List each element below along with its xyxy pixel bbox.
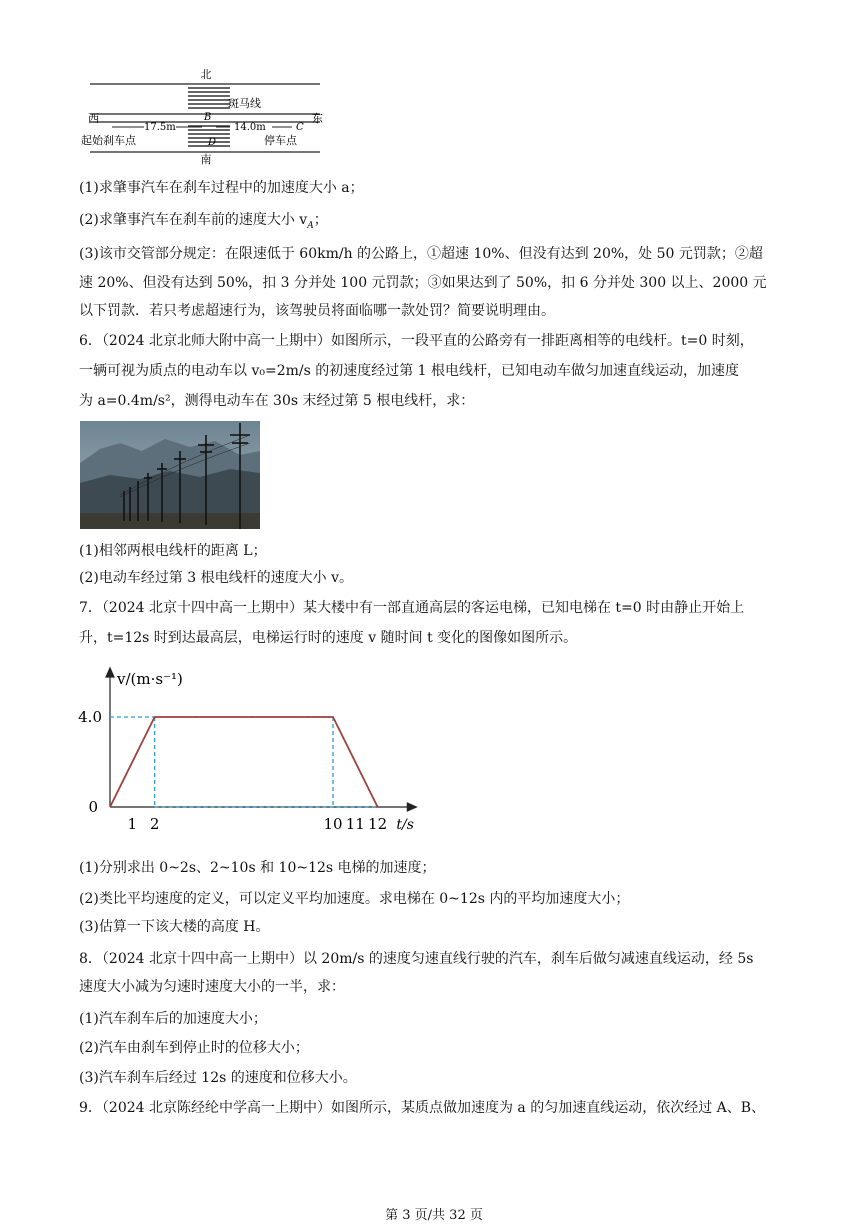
q8-stem-line1: 8．（2024 北京十四中高一上期中）以 20m/s 的速度匀速直线行驶的汽车，刹车后做匀减速直线运动，经 5s: [79, 951, 754, 967]
q6-part1: (1)相邻两根电线杆的距离 L；: [79, 543, 267, 559]
q5-part3-line3: 以下罚款．若只考虑超速行为，该驾驶员将面临哪一款处罚？简要说明理由。: [79, 303, 555, 319]
q5-part3-line2: 速 20%、但没有达到 50%，扣 3 分并处 100 元罚款；③如果达到了 50%，扣 6 分并处 300 以上、2000 元: [79, 275, 767, 291]
x-tick-label: 11: [345, 815, 365, 833]
y-tick-label: 0: [88, 798, 98, 816]
dist-right-label: 14.0m: [234, 122, 266, 133]
q5-part3-line1: (3)该市交管部分规定：在限速低于 60km/h 的公路上，①超速 10%、但没有达到 20%，处 50 元罚款；②超: [79, 246, 763, 262]
q6-stem-line2: 一辆可视为质点的电动车以 v₀=2m/s 的初速度经过第 1 根电线杆，已知电动车做匀加速直线运动，加速度: [79, 363, 740, 379]
x-tick-label: 10: [323, 815, 343, 833]
velocity-time-chart: [78, 662, 414, 842]
y-tick-label: 4.0: [78, 708, 102, 726]
q6-stem-line3: 为 a=0.4m/s²，测得电动车在 30s 末经过第 5 根电线杆，求：: [79, 393, 475, 409]
north-label: 北: [200, 68, 212, 81]
q8-part1: (1)汽车刹车后的加速度大小；: [79, 1011, 267, 1027]
q6-part2: (2)电动车经过第 3 根电线杆的速度大小 v。: [79, 570, 353, 586]
x-tick-label: 1: [127, 815, 138, 833]
start-brake-label: 起始刹车点: [81, 134, 136, 147]
q7-stem-line1: 7．（2024 北京十四中高一上期中）某大楼中有一部直通高层的客运电梯，已知电梯在 t=0 时由静止开始上: [79, 600, 745, 616]
q5-part2-end: ；: [313, 212, 328, 228]
point-b-label: B: [204, 112, 212, 123]
q8-part3: (3)汽车刹车后经过 12s 的速度和位移大小。: [79, 1070, 357, 1086]
west-label: 西: [88, 112, 99, 125]
q8-part2: (2)汽车由刹车到停止时的位移大小；: [79, 1040, 309, 1056]
x-axis-title: t/s: [396, 817, 414, 833]
y-axis-arrow: [106, 668, 114, 677]
q9-stem-line1: 9．（2024 北京陈经纶中学高一上期中）如图所示，某质点做加速度为 a 的匀加速直线运动，依次经过 A、B、: [79, 1100, 766, 1116]
q5-part2: [79, 210, 328, 236]
x-axis-arrow: [407, 803, 416, 811]
dist-left-label: 17.5m: [144, 122, 176, 133]
page-number: 第 3 页/共 32 页: [385, 1208, 483, 1223]
x-tick-label: 12: [368, 815, 388, 833]
q6-stem-line1: 6．（2024 北京北师大附中高一上期中）如图所示，一段平直的公路旁有一排距离相等的电线杆。t=0 时刻，: [79, 333, 754, 349]
power-poles-photo: [80, 421, 260, 529]
east-label: 东: [312, 112, 323, 125]
q5-part2-text: (2)求肇事汽车在刹车前的速度大小 v: [79, 212, 308, 228]
stop-point-label: 停车点: [264, 134, 297, 147]
south-label: 南: [200, 153, 212, 166]
road-diagram: [78, 66, 338, 166]
q5-part2-sub: A: [307, 220, 314, 231]
velocity-series-line: [110, 717, 378, 807]
q7-stem-line2: 升，t=12s 时到达最高层，电梯运行时的速度 v 随时间 t 变化的图像如图所示。: [79, 630, 578, 646]
crosswalk-label: 斑马线: [228, 97, 261, 110]
q5-part1: (1)求肇事汽车在刹车过程中的加速度大小 a；: [79, 180, 364, 196]
point-c-label: C: [296, 122, 304, 133]
y-axis-title: v/(m·s⁻¹): [117, 670, 183, 688]
x-tick-label: 2: [149, 815, 160, 833]
q7-part2: (2)类比平均速度的定义，可以定义平均加速度。求电梯在 0~12s 内的平均加速度大小；: [79, 891, 630, 907]
point-d-label: D: [208, 137, 217, 148]
q7-part1: (1)分别求出 0~2s、2~10s 和 10~12s 电梯的加速度；: [79, 860, 436, 876]
q7-part3: (3)估算一下该大楼的高度 H。: [79, 919, 270, 935]
q8-stem-line2: 速度大小减为匀速时速度大小的一半，求：: [79, 979, 345, 995]
